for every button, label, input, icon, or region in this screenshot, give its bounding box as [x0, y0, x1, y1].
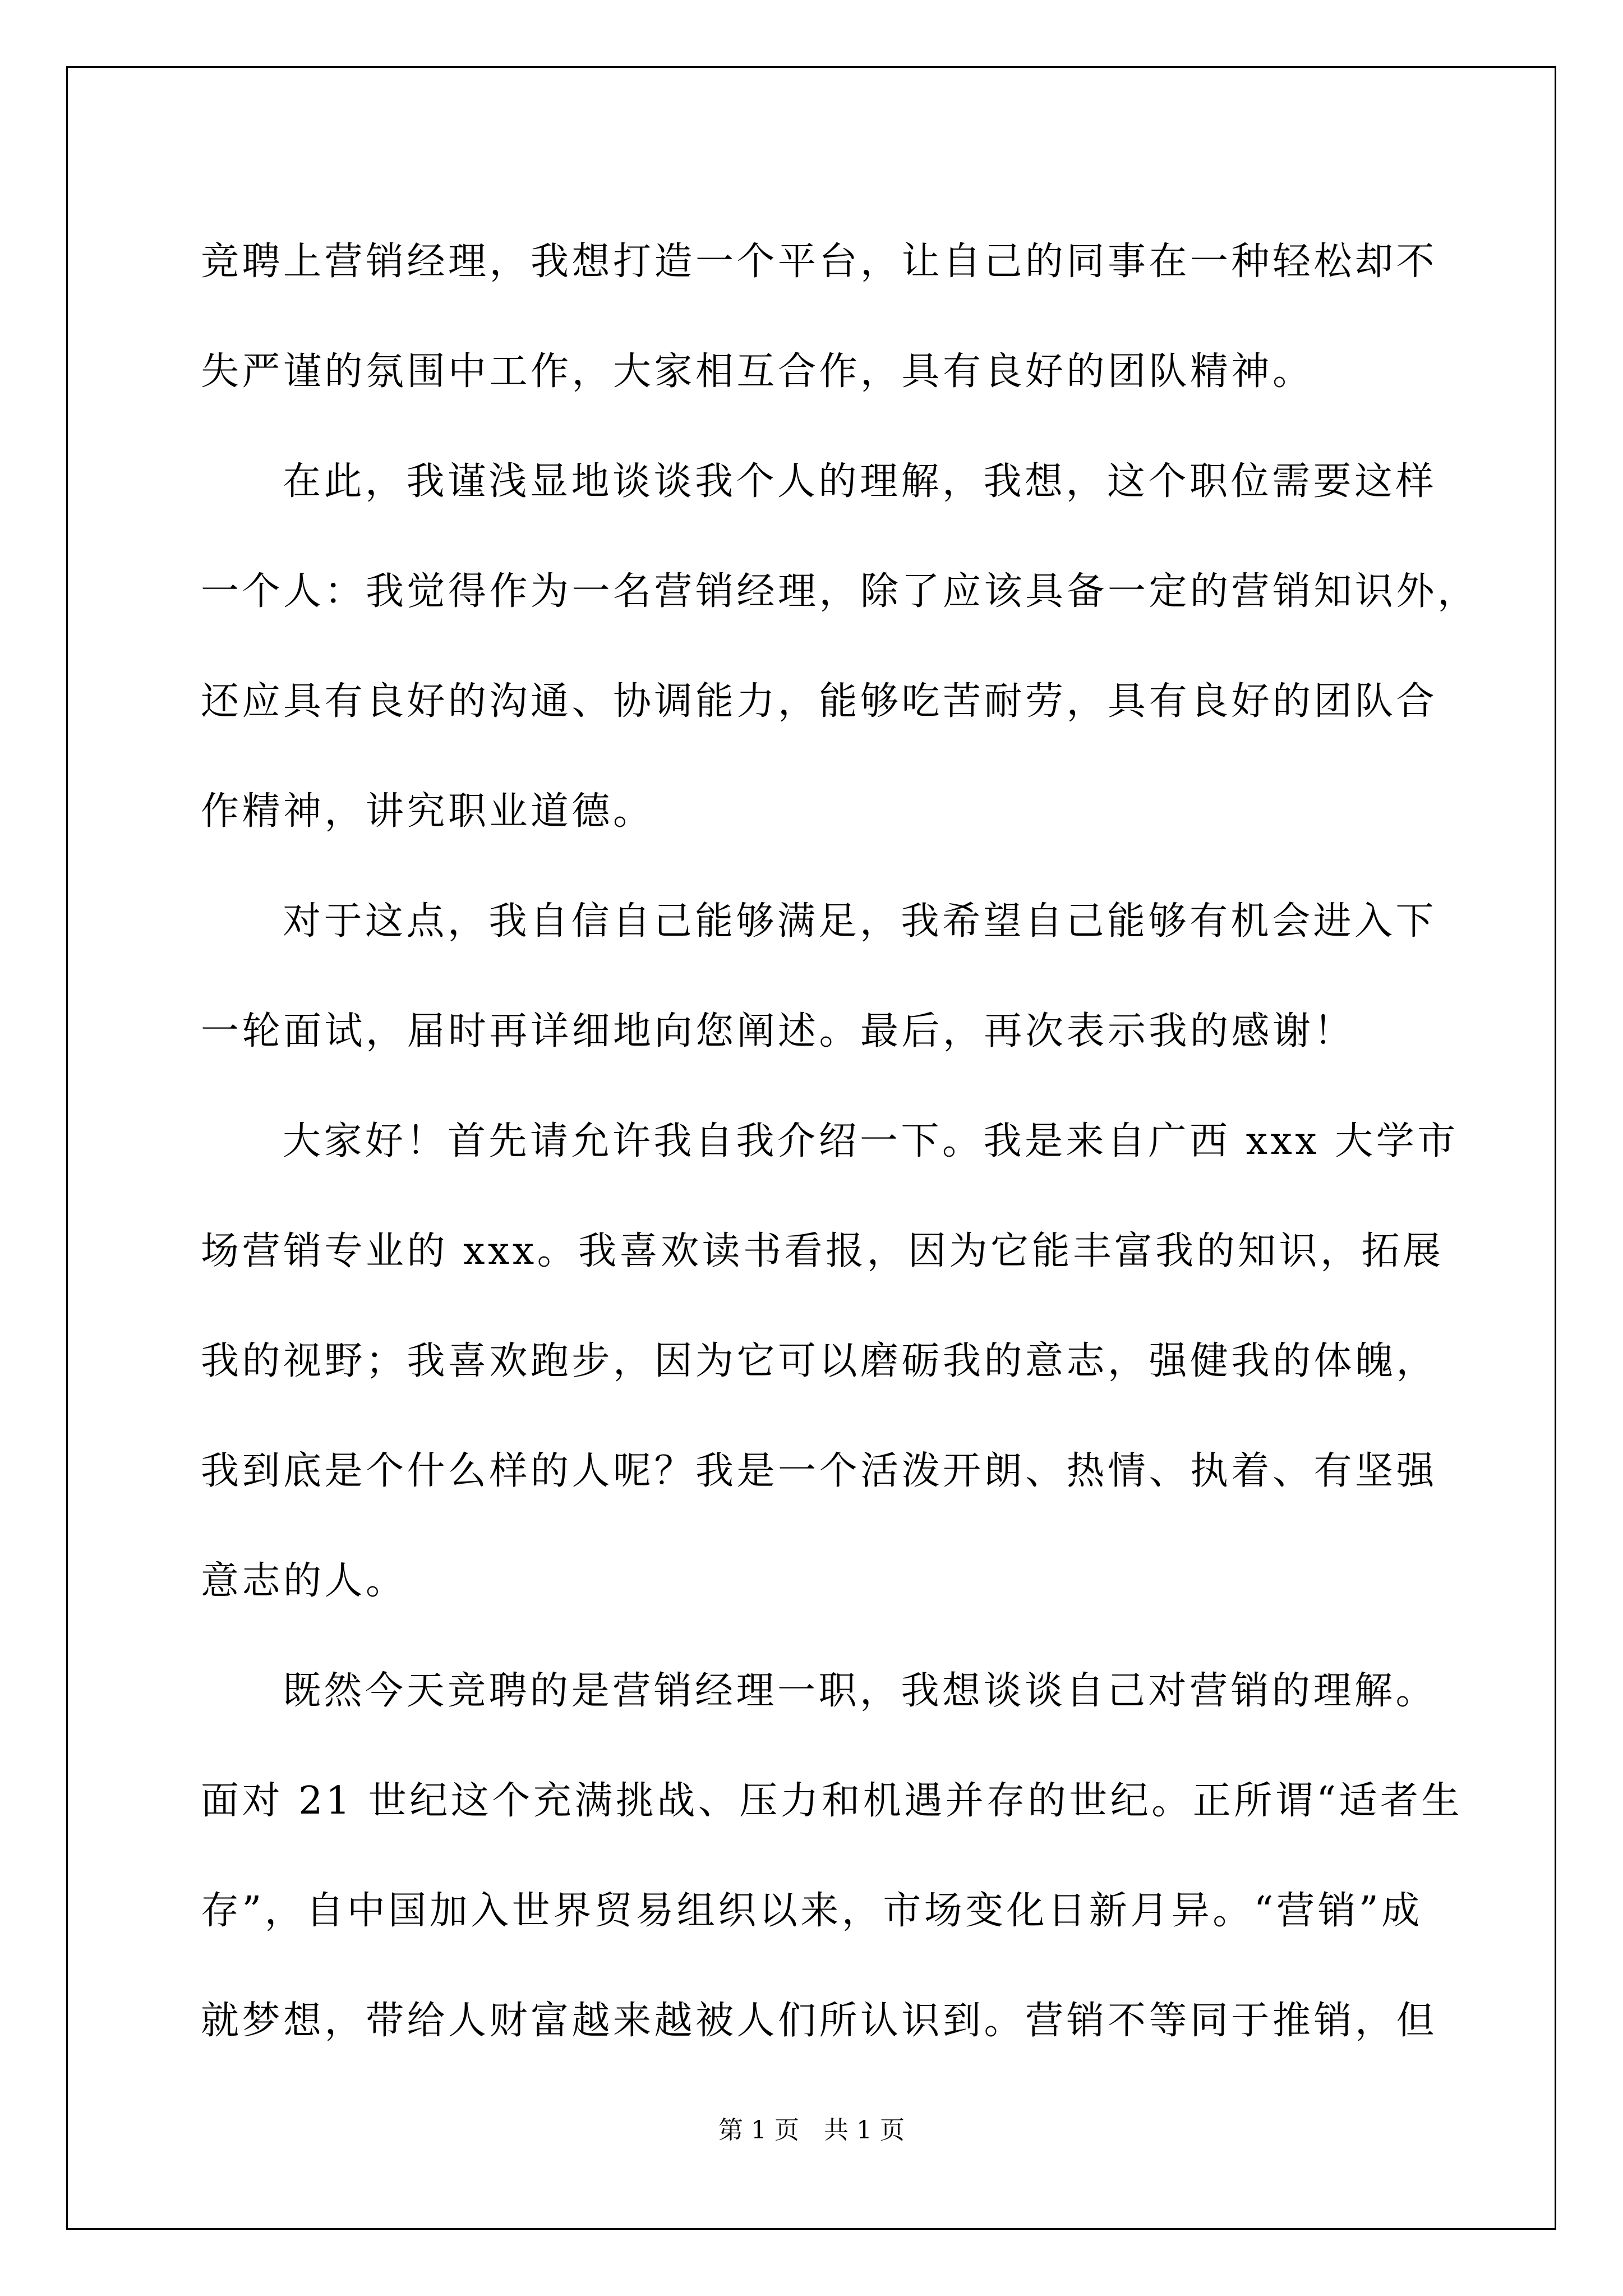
text-line: 失严谨的氛围中工作，大家相互合作，具有良好的团队精神。: [201, 349, 1314, 394]
text-line: 我到底是个什么样的人呢？我是一个活泼开朗、热情、执着、有坚强: [201, 1449, 1438, 1493]
page-number-current: 第 1 页: [718, 2116, 799, 2145]
text-line: 场营销专业的 xxx。我喜欢读书看报，因为它能丰富我的知识，拓展: [201, 1229, 1444, 1273]
text-line: 在此，我谨浅显地谈谈我个人的理解，我想，这个职位需要这样: [283, 459, 1437, 504]
text-line: 对于这点，我自信自己能够满足，我希望自己能够有机会进入下: [283, 899, 1437, 944]
page-footer: [0, 2114, 1623, 2147]
text-line: 一个人：我觉得作为一名营销经理，除了应该具备一定的营销知识外，: [201, 569, 1479, 614]
page-number-total: 共 1 页: [824, 2116, 905, 2145]
text-line: 作精神，讲究职业道德。: [201, 789, 654, 834]
text-line: 还应具有良好的沟通、协调能力，能够吃苦耐劳，具有良好的团队合: [201, 679, 1438, 724]
text-line: 就梦想，带给人财富越来越被人们所认识到。营销不等同于推销，但: [201, 1999, 1438, 2043]
document-body: [201, 207, 1479, 2076]
text-line: 存”，自中国加入世界贸易组织以来，市场变化日新月异。“营销”成: [201, 1889, 1423, 1933]
text-line: 一轮面试，届时再详细地向您阐述。最后，再次表示我的感谢！: [201, 1009, 1355, 1053]
text-line: 既然今天竞聘的是营销经理一职，我想谈谈自己对营销的理解。: [283, 1669, 1437, 1713]
text-line: 意志的人。: [201, 1559, 407, 1603]
text-line: 面对 21 世纪这个充满挑战、压力和机遇并存的世纪。正所谓“适者生: [201, 1779, 1463, 1823]
text-line: 大家好！首先请允许我自我介绍一下。我是来自广西 xxx 大学市: [283, 1119, 1459, 1163]
text-line: 竞聘上营销经理，我想打造一个平台，让自己的同事在一种轻松却不: [201, 240, 1438, 284]
text-line: 我的视野；我喜欢跑步，因为它可以磨砺我的意志，强健我的体魄，: [201, 1339, 1438, 1383]
